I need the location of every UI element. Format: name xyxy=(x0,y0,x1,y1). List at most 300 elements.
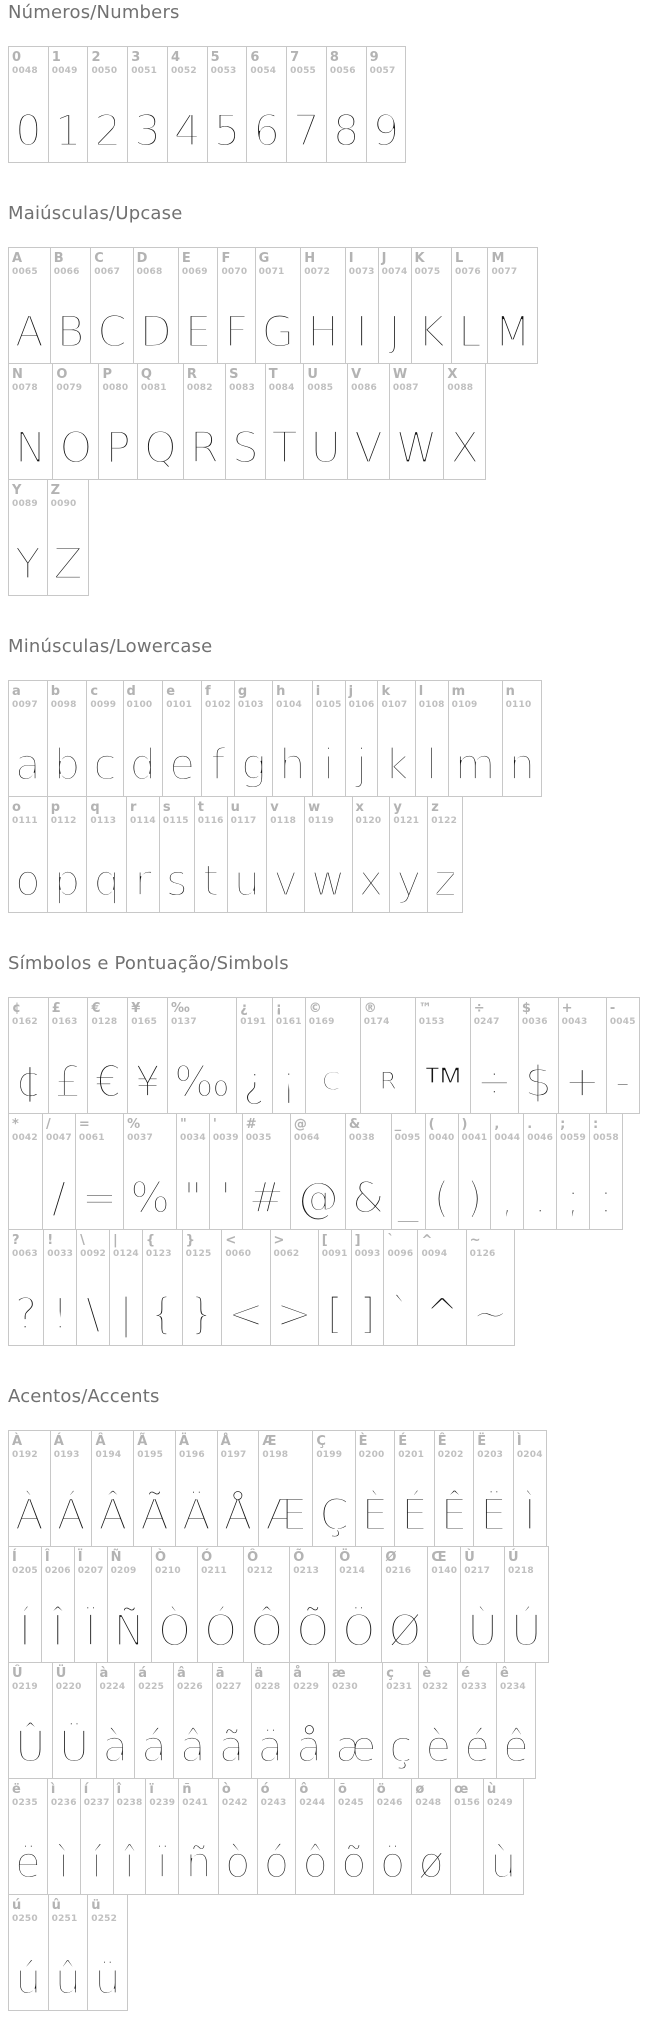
cell-char-label: ô xyxy=(299,1782,309,1797)
cell-char-label: E xyxy=(181,251,191,266)
cell-code-label: 0122 xyxy=(431,816,458,826)
cell-glyph: ® xyxy=(366,1057,409,1106)
glyph-cell xyxy=(52,363,99,480)
cell-char-label: ü xyxy=(91,1898,101,1913)
cell-char-label: á xyxy=(138,1666,148,1681)
glyph-cell xyxy=(458,1113,492,1230)
cell-code-label: 0060 xyxy=(225,1249,252,1259)
cell-code-label: 0061 xyxy=(78,1133,105,1143)
glyph-cell xyxy=(90,247,133,364)
cell-code-label: 0068 xyxy=(136,267,163,277)
cell-code-label: 0083 xyxy=(229,383,255,393)
cell-code-label: 0058 xyxy=(592,1133,619,1143)
cell-char-label: ~ xyxy=(469,1233,481,1248)
glyph-cell xyxy=(98,363,137,480)
glyph-cell xyxy=(47,680,88,797)
cell-char-label: ê xyxy=(500,1666,509,1681)
glyph-row xyxy=(8,796,653,913)
cell-glyph: ™ xyxy=(421,1057,464,1106)
cell-code-label: 0237 xyxy=(83,1798,110,1808)
glyph-row xyxy=(8,1662,653,1779)
cell-code-label: 0192 xyxy=(12,1450,38,1460)
cell-glyph: > xyxy=(276,1289,312,1338)
cell-glyph: F xyxy=(224,307,249,356)
cell-glyph: ò xyxy=(224,1838,251,1887)
cell-code-label: 0098 xyxy=(50,700,77,710)
cell-code-label: 0217 xyxy=(464,1566,491,1576)
glyph-cell xyxy=(113,1778,147,1895)
glyph-cell xyxy=(457,1662,497,1779)
cell-char-label: P xyxy=(102,367,113,382)
cell-code-label: 0238 xyxy=(116,1798,143,1808)
glyph-cell xyxy=(443,363,486,480)
glyph-table xyxy=(8,680,653,913)
cell-char-label: : xyxy=(592,1117,599,1132)
cell-char-label: Õ xyxy=(293,1550,305,1565)
glyph-cell xyxy=(134,1662,174,1779)
glyph-cell xyxy=(360,997,416,1114)
cell-code-label: 0057 xyxy=(369,66,396,76)
glyph-cell xyxy=(483,1778,524,1895)
cell-char-label: Ç xyxy=(316,1434,326,1449)
cell-glyph: ù xyxy=(489,1838,517,1887)
glyph-cell xyxy=(305,997,361,1114)
glyph-cell xyxy=(8,1778,48,1895)
cell-code-label: 0093 xyxy=(354,1249,381,1259)
cell-char-label: B xyxy=(53,251,64,266)
glyph-cell xyxy=(86,680,123,797)
cell-glyph: : xyxy=(598,1173,613,1222)
cell-char-label: / xyxy=(46,1117,51,1132)
cell-char-label: { xyxy=(145,1233,156,1248)
cell-glyph: ì xyxy=(57,1838,70,1887)
cell-char-label: \ xyxy=(80,1233,85,1248)
cell-glyph: # xyxy=(248,1173,284,1222)
cell-glyph: € xyxy=(94,1057,122,1106)
glyph-cell xyxy=(52,1662,97,1779)
cell-glyph: ø xyxy=(418,1838,445,1887)
glyph-cell xyxy=(460,1546,505,1663)
cell-code-label: 0212 xyxy=(247,1566,273,1576)
cell-glyph: = xyxy=(81,1173,118,1222)
glyph-cell xyxy=(127,46,168,163)
cell-char-label: Ò xyxy=(155,1550,167,1565)
cell-glyph: û xyxy=(54,1954,82,2003)
cell-char-label: å xyxy=(293,1666,303,1681)
glyph-cell xyxy=(418,1662,458,1779)
glyph-cell xyxy=(523,1113,557,1230)
cell-char-label: L xyxy=(455,251,464,266)
glyph-cell xyxy=(8,363,53,480)
cell-code-label: 0161 xyxy=(275,1017,302,1027)
glyph-section xyxy=(8,203,653,596)
cell-char-label: Ö xyxy=(339,1550,351,1565)
cell-char-label: £ xyxy=(51,1001,61,1016)
cell-code-label: 0070 xyxy=(221,267,248,277)
glyph-cell xyxy=(328,1662,383,1779)
cell-glyph: ö xyxy=(379,1838,406,1887)
cell-glyph: é xyxy=(464,1722,491,1771)
cell-char-label: ' xyxy=(212,1117,217,1132)
cell-code-label: 0242 xyxy=(221,1798,248,1808)
cell-char-label: Î xyxy=(44,1550,50,1565)
glyph-cell xyxy=(201,680,235,797)
glyph-cell xyxy=(304,796,352,913)
cell-code-label: 0099 xyxy=(90,700,117,710)
cell-glyph: Ç xyxy=(319,1490,349,1539)
cell-char-label: u xyxy=(230,800,240,815)
glyph-cell xyxy=(415,997,471,1114)
cell-code-label: 0111 xyxy=(12,816,38,826)
glyph-cell xyxy=(606,997,640,1114)
cell-code-label: 0229 xyxy=(293,1682,320,1692)
cell-glyph: @ xyxy=(296,1173,339,1222)
cell-code-label: 0106 xyxy=(348,700,375,710)
cell-code-label: 0216 xyxy=(385,1566,412,1576)
cell-glyph: Ñ xyxy=(113,1606,145,1655)
glyph-cell xyxy=(417,1229,466,1346)
glyph-cell xyxy=(303,363,348,480)
cell-code-label: 0121 xyxy=(393,816,420,826)
cell-code-label: 0110 xyxy=(505,700,532,710)
glyph-cell xyxy=(265,363,305,480)
cell-char-label: U xyxy=(307,367,318,382)
cell-code-label: 0064 xyxy=(293,1133,320,1143)
cell-glyph: v xyxy=(273,856,299,905)
cell-char-label: H xyxy=(304,251,316,266)
glyph-cell xyxy=(80,1778,114,1895)
cell-glyph: ç xyxy=(389,1722,413,1771)
glyph-cell xyxy=(218,1778,258,1895)
cell-glyph: c xyxy=(93,740,117,789)
glyph-cell xyxy=(8,1546,42,1663)
cell-char-label: ù xyxy=(486,1782,497,1797)
cell-code-label: 0200 xyxy=(358,1450,385,1460)
cell-code-label: 0045 xyxy=(609,1017,636,1027)
cell-glyph: C xyxy=(97,307,127,356)
cell-code-label: 0248 xyxy=(415,1798,442,1808)
cell-glyph: ¢ xyxy=(15,1057,42,1106)
cell-code-label: 0218 xyxy=(507,1566,534,1576)
cell-code-label: 0063 xyxy=(12,1249,38,1259)
glyph-cell xyxy=(8,1894,49,2011)
glyph-cell xyxy=(236,997,273,1114)
glyph-cell xyxy=(48,997,89,1114)
glyph-cell xyxy=(107,1546,152,1663)
glyph-table xyxy=(8,997,653,1346)
cell-char-label: ã xyxy=(215,1666,225,1681)
glyph-cell xyxy=(518,997,559,1114)
cell-glyph: L xyxy=(458,307,482,356)
cell-char-label: R xyxy=(186,367,197,382)
glyph-row xyxy=(8,46,653,163)
section-title: Números/Numbers xyxy=(8,2,180,23)
cell-char-label: è xyxy=(422,1666,432,1681)
glyph-cell xyxy=(381,1546,428,1663)
cell-char-label: ? xyxy=(12,1233,20,1248)
cell-code-label: 0245 xyxy=(338,1798,364,1808)
cell-code-label: 0140 xyxy=(431,1566,458,1576)
glyph-cell xyxy=(221,1229,270,1346)
glyph-cell xyxy=(272,997,306,1114)
cell-glyph: 7 xyxy=(293,106,320,155)
cell-glyph: Ì xyxy=(523,1490,536,1539)
cell-code-label: 0233 xyxy=(461,1682,488,1692)
cell-code-label: 0236 xyxy=(50,1798,77,1808)
cell-code-label: 0056 xyxy=(329,66,356,76)
glyph-cell xyxy=(8,1662,53,1779)
glyph-cell xyxy=(167,46,208,163)
cell-glyph: Ï xyxy=(84,1606,97,1655)
cell-char-label: Ã xyxy=(137,1434,148,1449)
section-title: Acentos/Accents xyxy=(8,1386,160,1407)
cell-code-label: 0163 xyxy=(51,1017,78,1027)
cell-code-label: 0104 xyxy=(276,700,302,710)
cell-code-label: 0206 xyxy=(44,1566,71,1576)
cell-char-label: $ xyxy=(521,1001,531,1016)
cell-glyph: z xyxy=(434,856,457,905)
cell-char-label: , xyxy=(494,1117,500,1132)
cell-code-label: 0074 xyxy=(381,267,408,277)
cell-char-label: ö xyxy=(376,1782,386,1797)
cell-glyph: r xyxy=(134,856,152,905)
cell-char-label: V xyxy=(351,367,362,382)
cell-char-label: ^ xyxy=(421,1233,433,1248)
glyph-cell xyxy=(466,1229,515,1346)
glyph-cell xyxy=(427,1546,461,1663)
cell-glyph: £ xyxy=(54,1057,82,1106)
cell-code-label: 0210 xyxy=(155,1566,181,1576)
cell-char-label: Æ xyxy=(262,1434,277,1449)
cell-char-label: + xyxy=(561,1001,573,1016)
cell-code-label: 0033 xyxy=(47,1249,74,1259)
glyph-cell xyxy=(589,1113,623,1230)
cell-char-label: É xyxy=(398,1434,408,1449)
cell-glyph: ê xyxy=(503,1722,529,1771)
cell-char-label: Ë xyxy=(477,1434,487,1449)
glyph-cell xyxy=(127,997,168,1114)
cell-char-label: k xyxy=(381,684,391,699)
glyph-cell xyxy=(377,680,415,797)
cell-char-label: N xyxy=(12,367,23,382)
cell-code-label: 0116 xyxy=(197,816,224,826)
cell-glyph: Î xyxy=(51,1606,64,1655)
cell-code-label: 0102 xyxy=(205,700,231,710)
glyph-cell xyxy=(217,247,255,364)
cell-char-label: w xyxy=(308,800,321,815)
glyph-cell xyxy=(448,680,503,797)
cell-char-label: ® xyxy=(363,1001,377,1016)
glyph-cell xyxy=(290,1113,346,1230)
cell-code-label: 0226 xyxy=(177,1682,203,1692)
glyph-cell xyxy=(411,1778,451,1895)
cell-code-label: 0205 xyxy=(12,1566,38,1576)
cell-char-label: î xyxy=(116,1782,122,1797)
glyph-cell xyxy=(43,1229,77,1346)
glyph-cell xyxy=(96,1662,136,1779)
cell-glyph: a xyxy=(15,740,41,789)
glyph-cell xyxy=(8,796,48,913)
cell-code-label: 0062 xyxy=(273,1249,300,1259)
glyph-row xyxy=(8,1229,653,1346)
cell-char-label: e xyxy=(166,684,176,699)
cell-char-label: _ xyxy=(394,1117,402,1132)
glyph-cell xyxy=(270,1229,319,1346)
cell-char-label: * xyxy=(12,1117,19,1132)
cell-char-label: ¢ xyxy=(12,1001,22,1016)
cell-glyph: O xyxy=(59,423,93,472)
cell-glyph: [ xyxy=(326,1289,343,1338)
glyph-cell xyxy=(243,1546,290,1663)
cell-char-label: } xyxy=(185,1233,195,1248)
glyph-cell xyxy=(389,796,428,913)
glyph-cell xyxy=(558,997,607,1114)
cell-code-label: 0194 xyxy=(95,1450,122,1460)
glyph-row xyxy=(8,997,653,1114)
cell-char-label: ë xyxy=(12,1782,21,1797)
cell-code-label: 0251 xyxy=(51,1914,78,1924)
cell-glyph: u xyxy=(233,856,261,905)
glyph-cell xyxy=(8,46,49,163)
glyph-cell xyxy=(48,1894,89,2011)
cell-glyph: e xyxy=(169,740,196,789)
cell-char-label: D xyxy=(136,251,148,266)
cell-glyph: i xyxy=(322,740,335,789)
cell-glyph: Û xyxy=(15,1722,46,1771)
glyph-section xyxy=(8,636,653,913)
cell-char-label: 2 xyxy=(91,50,101,65)
cell-glyph: V xyxy=(354,423,383,472)
cell-code-label: 0108 xyxy=(418,700,445,710)
glyph-cell xyxy=(258,1430,313,1547)
cell-glyph: P xyxy=(105,423,131,472)
glyph-cell xyxy=(151,1546,198,1663)
glyph-row xyxy=(8,1430,653,1547)
cell-char-label: s xyxy=(162,800,171,815)
cell-glyph: Õ xyxy=(296,1606,330,1655)
cell-glyph: Ü xyxy=(58,1722,90,1771)
cell-code-label: 0252 xyxy=(91,1914,118,1924)
glyph-cell xyxy=(513,1430,547,1547)
cell-char-label: ÷ xyxy=(473,1001,485,1016)
cell-code-label: 0105 xyxy=(315,700,342,710)
cell-code-label: 0113 xyxy=(90,816,117,826)
cell-glyph: n xyxy=(508,740,536,789)
cell-code-label: 0165 xyxy=(131,1017,158,1027)
cell-glyph: © xyxy=(311,1057,354,1106)
glyph-cell xyxy=(383,1229,418,1346)
cell-code-label: 0114 xyxy=(130,816,156,826)
cell-glyph: Q xyxy=(143,423,177,472)
cell-char-label: ï xyxy=(149,1782,154,1797)
cell-glyph: 3 xyxy=(134,106,161,155)
cell-char-label: F xyxy=(221,251,231,266)
cell-code-label: 0109 xyxy=(451,700,478,710)
cell-code-label: 0250 xyxy=(12,1914,38,1924)
cell-glyph: Æ xyxy=(265,1490,307,1539)
glyph-cell xyxy=(8,997,49,1114)
cell-char-label: 9 xyxy=(369,50,379,65)
glyph-cell xyxy=(47,1778,81,1895)
cell-char-label: " xyxy=(179,1117,187,1132)
cell-char-label: Í xyxy=(12,1550,17,1565)
cell-code-label: 0219 xyxy=(12,1682,38,1692)
cell-glyph: ( xyxy=(433,1173,450,1222)
glyph-cell xyxy=(345,680,379,797)
cell-code-label: 0120 xyxy=(355,816,382,826)
cell-char-label: v xyxy=(270,800,279,815)
cell-glyph: ÷ xyxy=(476,1057,512,1106)
cell-glyph: } xyxy=(188,1289,216,1338)
glyph-cell xyxy=(87,997,128,1114)
cell-code-label: 0059 xyxy=(560,1133,586,1143)
cell-code-label: 0232 xyxy=(422,1682,449,1692)
glyph-cell xyxy=(427,796,463,913)
cell-glyph: å xyxy=(296,1722,322,1771)
cell-glyph: À xyxy=(15,1490,44,1539)
cell-code-label: 0174 xyxy=(363,1017,390,1027)
cell-glyph: à xyxy=(102,1722,129,1771)
glyph-table xyxy=(8,247,653,596)
cell-glyph: U xyxy=(310,423,342,472)
glyph-cell xyxy=(212,1662,252,1779)
cell-glyph: ' xyxy=(220,1173,232,1222)
cell-char-label: & xyxy=(348,1117,361,1132)
glyph-section xyxy=(8,953,653,1346)
glyph-cell xyxy=(47,479,90,596)
cell-code-label: 0191 xyxy=(240,1017,267,1027)
cell-glyph: 2 xyxy=(94,106,122,155)
glyph-cell xyxy=(175,1430,218,1547)
glyph-cell xyxy=(434,1430,475,1547)
glyph-cell xyxy=(209,1113,243,1230)
cell-code-label: 0048 xyxy=(12,66,38,76)
cell-code-label: 0079 xyxy=(56,383,83,393)
cell-glyph: ` xyxy=(390,1289,412,1338)
cell-code-label: 0043 xyxy=(561,1017,588,1027)
section-title: Maiúsculas/Upcase xyxy=(8,203,183,224)
glyph-table xyxy=(8,46,653,163)
cell-code-label: 0153 xyxy=(418,1017,445,1027)
cell-char-label: é xyxy=(461,1666,471,1681)
cell-code-label: 0112 xyxy=(50,816,77,826)
cell-code-label: 0249 xyxy=(486,1798,513,1808)
cell-char-label: x xyxy=(355,800,364,815)
cell-glyph: Ò xyxy=(158,1606,192,1655)
cell-code-label: 0041 xyxy=(461,1133,488,1143)
cell-glyph: â xyxy=(180,1722,206,1771)
cell-glyph: õ xyxy=(341,1838,367,1887)
cell-char-label: C xyxy=(94,251,104,266)
glyph-cell xyxy=(50,247,92,364)
glyph-cell xyxy=(123,1113,177,1230)
cell-code-label: 0082 xyxy=(186,383,213,393)
cell-code-label: 0196 xyxy=(178,1450,205,1460)
glyph-cell xyxy=(194,796,228,913)
cell-code-label: 0086 xyxy=(351,383,377,393)
cell-code-label: 0211 xyxy=(201,1566,227,1576)
cell-code-label: 0047 xyxy=(46,1133,72,1143)
glyph-cell xyxy=(366,46,407,163)
cell-glyph: Ó xyxy=(204,1606,238,1655)
cell-glyph: . xyxy=(533,1173,547,1222)
glyph-cell xyxy=(142,1229,183,1346)
glyph-cell xyxy=(246,46,287,163)
cell-char-label: È xyxy=(358,1434,368,1449)
cell-char-label: Ä xyxy=(178,1434,189,1449)
glyph-cell xyxy=(352,796,391,913)
cell-char-label: - xyxy=(609,1001,616,1016)
